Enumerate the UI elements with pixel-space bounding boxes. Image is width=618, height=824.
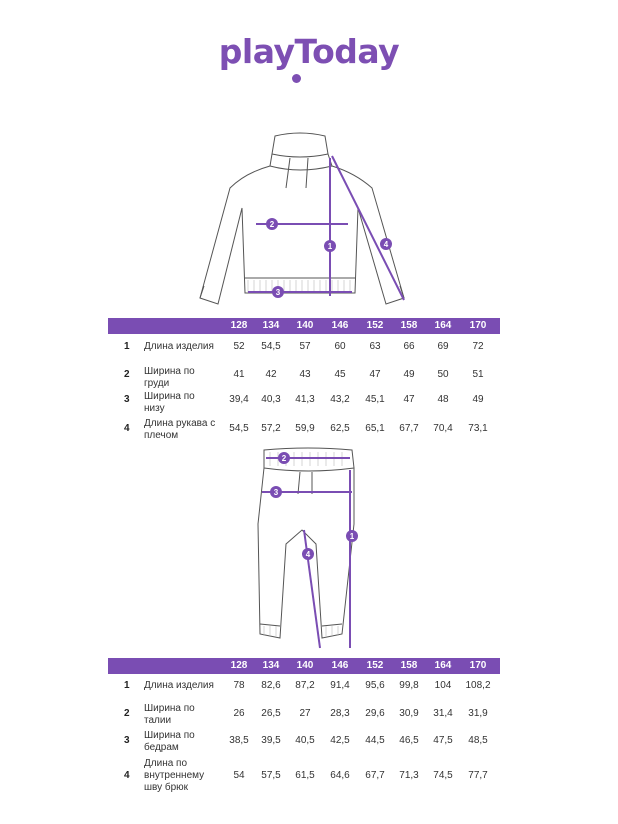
value-cell: 51 xyxy=(472,369,484,380)
row-number: 4 xyxy=(124,423,130,434)
value-cell: 41,3 xyxy=(295,394,315,405)
value-cell: 40,5 xyxy=(295,735,315,746)
value-cell: 78 xyxy=(233,680,245,691)
bottom-row-2 xyxy=(108,703,500,729)
value-cell: 77,7 xyxy=(468,770,488,781)
row-label: Длина по внутреннему шву брюк xyxy=(144,758,205,793)
value-cell: 39,4 xyxy=(229,394,249,405)
size-164: 164 xyxy=(434,320,452,331)
bottom-row-3 xyxy=(108,730,500,756)
value-cell: 62,5 xyxy=(330,423,350,434)
bottom-row-4 xyxy=(108,758,500,796)
value-cell: 66 xyxy=(403,341,415,352)
value-cell: 48,5 xyxy=(468,735,488,746)
row-number: 3 xyxy=(124,394,130,405)
value-cell: 26 xyxy=(233,708,245,719)
bottom-size-header xyxy=(108,658,500,674)
value-cell: 65,1 xyxy=(365,423,385,434)
top-row-2 xyxy=(108,366,500,392)
value-cell: 54,5 xyxy=(261,341,281,352)
value-cell: 39,5 xyxy=(261,735,281,746)
value-cell: 70,4 xyxy=(433,423,453,434)
row-number: 2 xyxy=(124,708,130,719)
value-cell: 40,3 xyxy=(261,394,281,405)
row-number: 2 xyxy=(124,369,130,380)
size-158: 158 xyxy=(400,660,418,671)
bottom-row-1 xyxy=(108,680,500,694)
value-cell: 45 xyxy=(334,369,346,380)
value-cell: 46,5 xyxy=(399,735,419,746)
value-cell: 28,3 xyxy=(330,708,350,719)
value-cell: 38,5 xyxy=(229,735,249,746)
value-cell: 108,2 xyxy=(465,680,491,691)
value-cell: 67,7 xyxy=(365,770,385,781)
marker-1-label: 1 xyxy=(327,242,333,251)
value-cell: 29,6 xyxy=(365,708,385,719)
value-cell: 57 xyxy=(299,341,311,352)
value-cell: 47 xyxy=(369,369,381,380)
marker-3-label: 3 xyxy=(275,288,281,297)
size-170: 170 xyxy=(469,660,487,671)
row-number: 1 xyxy=(124,680,130,691)
value-cell: 72 xyxy=(472,341,484,352)
value-cell: 52 xyxy=(233,341,245,352)
row-label: Длина изделия xyxy=(144,680,214,691)
value-cell: 57,2 xyxy=(261,423,281,434)
sweatshirt-drawing xyxy=(190,128,420,314)
value-cell: 43,2 xyxy=(330,394,350,405)
value-cell: 31,4 xyxy=(433,708,453,719)
size-128: 128 xyxy=(230,320,248,331)
value-cell: 47 xyxy=(403,394,415,405)
value-cell: 31,9 xyxy=(468,708,488,719)
value-cell: 47,5 xyxy=(433,735,453,746)
logo-dot xyxy=(292,74,301,83)
value-cell: 61,5 xyxy=(295,770,315,781)
row-label: Длина изделия xyxy=(144,341,214,352)
value-cell: 95,6 xyxy=(365,680,385,691)
value-cell: 41 xyxy=(233,369,245,380)
row-label: Ширина по груди xyxy=(144,366,195,389)
size-134: 134 xyxy=(262,660,280,671)
value-cell: 49 xyxy=(472,394,484,405)
pants-marker-4-label: 4 xyxy=(305,550,311,559)
value-cell: 26,5 xyxy=(261,708,281,719)
value-cell: 43 xyxy=(299,369,311,380)
row-label: Ширина по низу xyxy=(144,391,195,414)
value-cell: 59,9 xyxy=(295,423,315,434)
row-label: Ширина по талии xyxy=(144,703,195,726)
value-cell: 42,5 xyxy=(330,735,350,746)
top-size-header xyxy=(108,318,500,334)
row-number: 3 xyxy=(124,735,130,746)
logo-text: playToday xyxy=(218,32,400,71)
value-cell: 99,8 xyxy=(399,680,419,691)
brand-logo xyxy=(0,32,618,71)
value-cell: 48 xyxy=(437,394,449,405)
value-cell: 74,5 xyxy=(433,770,453,781)
value-cell: 87,2 xyxy=(295,680,315,691)
pants-drawing xyxy=(250,444,370,656)
top-row-3 xyxy=(108,391,500,417)
value-cell: 30,9 xyxy=(399,708,419,719)
row-number: 1 xyxy=(124,341,130,352)
row-label: Длина рукава с плечом xyxy=(144,418,216,441)
value-cell: 54 xyxy=(233,770,245,781)
value-cell: 73,1 xyxy=(468,423,488,434)
value-cell: 63 xyxy=(369,341,381,352)
size-134: 134 xyxy=(262,320,280,331)
pants-marker-2-label: 2 xyxy=(281,454,287,463)
marker-4-label: 4 xyxy=(383,240,389,249)
size-146: 146 xyxy=(331,320,349,331)
pants-marker-1-label: 1 xyxy=(349,532,355,541)
size-128: 128 xyxy=(230,660,248,671)
value-cell: 82,6 xyxy=(261,680,281,691)
pants-marker-3-label: 3 xyxy=(273,488,279,497)
value-cell: 67,7 xyxy=(399,423,419,434)
value-cell: 45,1 xyxy=(365,394,385,405)
size-146: 146 xyxy=(331,660,349,671)
size-140: 140 xyxy=(296,320,314,331)
value-cell: 69 xyxy=(437,341,449,352)
value-cell: 71,3 xyxy=(399,770,419,781)
value-cell: 49 xyxy=(403,369,415,380)
value-cell: 54,5 xyxy=(229,423,249,434)
value-cell: 64,6 xyxy=(330,770,350,781)
value-cell: 42 xyxy=(265,369,277,380)
value-cell: 91,4 xyxy=(330,680,350,691)
value-cell: 44,5 xyxy=(365,735,385,746)
size-152: 152 xyxy=(366,660,384,671)
marker-2-label: 2 xyxy=(269,220,275,229)
size-170: 170 xyxy=(469,320,487,331)
row-label: Ширина по бедрам xyxy=(144,730,195,753)
value-cell: 60 xyxy=(334,341,346,352)
top-row-1 xyxy=(108,341,500,355)
top-row-4 xyxy=(108,418,500,444)
value-cell: 104 xyxy=(434,680,452,691)
size-158: 158 xyxy=(400,320,418,331)
size-152: 152 xyxy=(366,320,384,331)
row-number: 4 xyxy=(124,770,130,781)
size-140: 140 xyxy=(296,660,314,671)
size-164: 164 xyxy=(434,660,452,671)
value-cell: 57,5 xyxy=(261,770,281,781)
value-cell: 50 xyxy=(437,369,449,380)
value-cell: 27 xyxy=(299,708,311,719)
